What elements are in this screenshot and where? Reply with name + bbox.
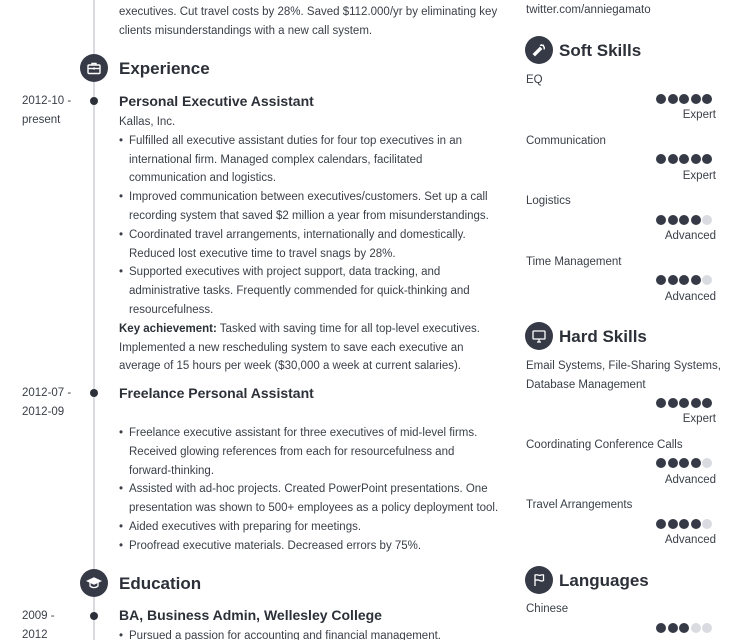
list-item: • Improved communication between executives/customers. Set up a call recording system that saved $2 million a year from misunderstandings. [119,188,499,226]
rating-dot-empty [702,275,712,285]
key-achievement [119,320,499,376]
rating-dot-filled [679,275,689,285]
skill-name: Email Systems, File-Sharing Systems, Database Management [526,360,721,391]
timeline-line [93,0,95,640]
rating-dot-filled [679,94,689,104]
soft-skills-heading: Soft Skills [559,41,642,60]
list-item: • Assisted with ad-hoc projects. Created PowerPoint presentations. One presentation was shown to 500+ employees as a policy deployment tool. [119,480,499,518]
rating-dot-empty [702,519,712,529]
monitor-icon [525,322,553,350]
rating-dot-empty [702,623,712,633]
rating-dot-filled [668,519,678,529]
experience-heading: Experience [119,59,210,78]
rating-dot-filled [668,94,678,104]
skill-rating [656,275,712,285]
rating-dot-filled [691,519,701,529]
skill-name: Coordinating Conference Calls [526,439,683,451]
job-date [22,384,84,421]
skill-name: EQ [526,74,543,86]
skill-rating [656,94,712,104]
skill-rating [656,623,712,633]
skill-name: Logistics [526,195,571,207]
rating-dot-filled [656,623,666,633]
skill-rating [656,519,712,529]
rating-dot-filled [702,154,712,164]
summary-line: clients misunderstandings with a new call system. [119,24,373,37]
rating-dot-filled [668,275,678,285]
rating-dot-filled [691,458,701,468]
job-title: Freelance Personal Assistant [119,385,314,401]
rating-dot-filled [679,623,689,633]
job-details [119,424,499,556]
rating-dot-filled [668,398,678,408]
achievement-text: Tasked with saving time for all top-level executives. Implemented a new rescheduling system to save each executive an average of 15 hours per week ($30,000 a week at current salaries). [119,322,480,373]
date-start: 2012-07 - [22,387,72,399]
briefcase-icon [80,54,108,82]
timeline-dot [90,612,98,620]
skill-name: Chinese [526,603,569,615]
skill-rating [656,154,712,164]
education-heading: Education [119,574,202,593]
date-end: 2012-09 [22,405,65,418]
rating-dot-empty [702,215,712,225]
skill-rating [656,458,712,468]
timeline-dot [90,389,98,397]
list-item: • Coordinated travel arrangements, internationally and domestically. Reduced lost executive time to travel snags by 28%. [119,226,499,264]
rating-dot-filled [679,458,689,468]
job-bullets [119,132,499,320]
rating-dot-filled [691,275,701,285]
date-end: present [22,113,61,126]
list-item: • Fulfilled all executive assistant duties for four top executives in an international firm. Managed complex calendars, facilitated communication and logistics. [119,132,499,188]
skill-name: Communication [526,135,606,147]
timeline-dot [90,97,98,105]
list-item: • Pursued a passion for accounting and financial management. [119,627,499,640]
rating-dot-filled [668,623,678,633]
rating-dot-filled [691,94,701,104]
rating-dot-filled [679,215,689,225]
list-item: • Supported executives with project support, data tracking, and administrative tasks. Frequently commended for quick-thinking and resourcefulness. [119,263,499,319]
rating-dot-filled [679,519,689,529]
skill-level: Expert [682,109,716,121]
skill-name: Travel Arrangements [526,499,633,511]
hard-skills-heading: Hard Skills [559,327,647,346]
date-end: 2012 [22,628,48,640]
skill-name: Time Management [526,256,622,268]
rating-dot-filled [656,275,666,285]
date-start: 2009 - [22,610,55,622]
job-title: Personal Executive Assistant [119,93,314,109]
rating-dot-filled [656,398,666,408]
rating-dot-filled [656,154,666,164]
list-item: • Freelance executive assistant for three executives of mid-level firms. Received glowing references from each for resourcefulness and forward-thinking. [119,424,499,480]
rating-dot-filled [656,94,666,104]
rating-dot-empty [691,623,701,633]
rating-dot-filled [691,215,701,225]
skill-level: Advanced [664,230,716,242]
rating-dot-filled [702,398,712,408]
languages-heading: Languages [559,571,649,590]
date-start: 2012-10 - [22,95,72,107]
job-bullets [119,424,499,556]
rating-dot-filled [702,94,712,104]
skill-level: Expert [682,170,716,182]
list-item: • Aided executives with preparing for meetings. [119,518,499,537]
soft-skills-icon [525,36,553,64]
rating-dot-filled [679,154,689,164]
rating-dot-empty [702,458,712,468]
rating-dot-filled [668,215,678,225]
company-name: Kallas, Inc. [119,116,176,128]
graduation-cap-icon [80,569,108,597]
skill-level: Advanced [664,534,716,546]
education-details [119,627,499,640]
rating-dot-filled [656,215,666,225]
list-item: • Proofread executive materials. Decreased errors by 75%. [119,537,499,556]
education-date [22,607,84,640]
twitter-handle: twitter.com/anniegamato [526,4,651,16]
rating-dot-filled [656,519,666,529]
skill-level: Expert [682,413,716,425]
skill-rating [656,215,712,225]
skill-level: Advanced [664,291,716,303]
degree-title: BA, Business Admin, Wellesley College [119,607,382,623]
job-details [119,113,499,376]
rating-dot-filled [691,154,701,164]
rating-dot-filled [668,458,678,468]
rating-dot-filled [691,398,701,408]
summary-line: executives. Cut travel costs by 28%. Saved $112.000/yr by eliminating key [119,6,498,18]
rating-dot-filled [656,458,666,468]
skill-rating [656,398,712,408]
rating-dot-filled [668,154,678,164]
skill-level: Advanced [664,474,716,486]
rating-dot-filled [679,398,689,408]
achievement-label: Key achievement: [119,322,217,335]
summary-text [119,3,509,41]
job-date [22,92,84,129]
flag-icon [525,566,553,594]
